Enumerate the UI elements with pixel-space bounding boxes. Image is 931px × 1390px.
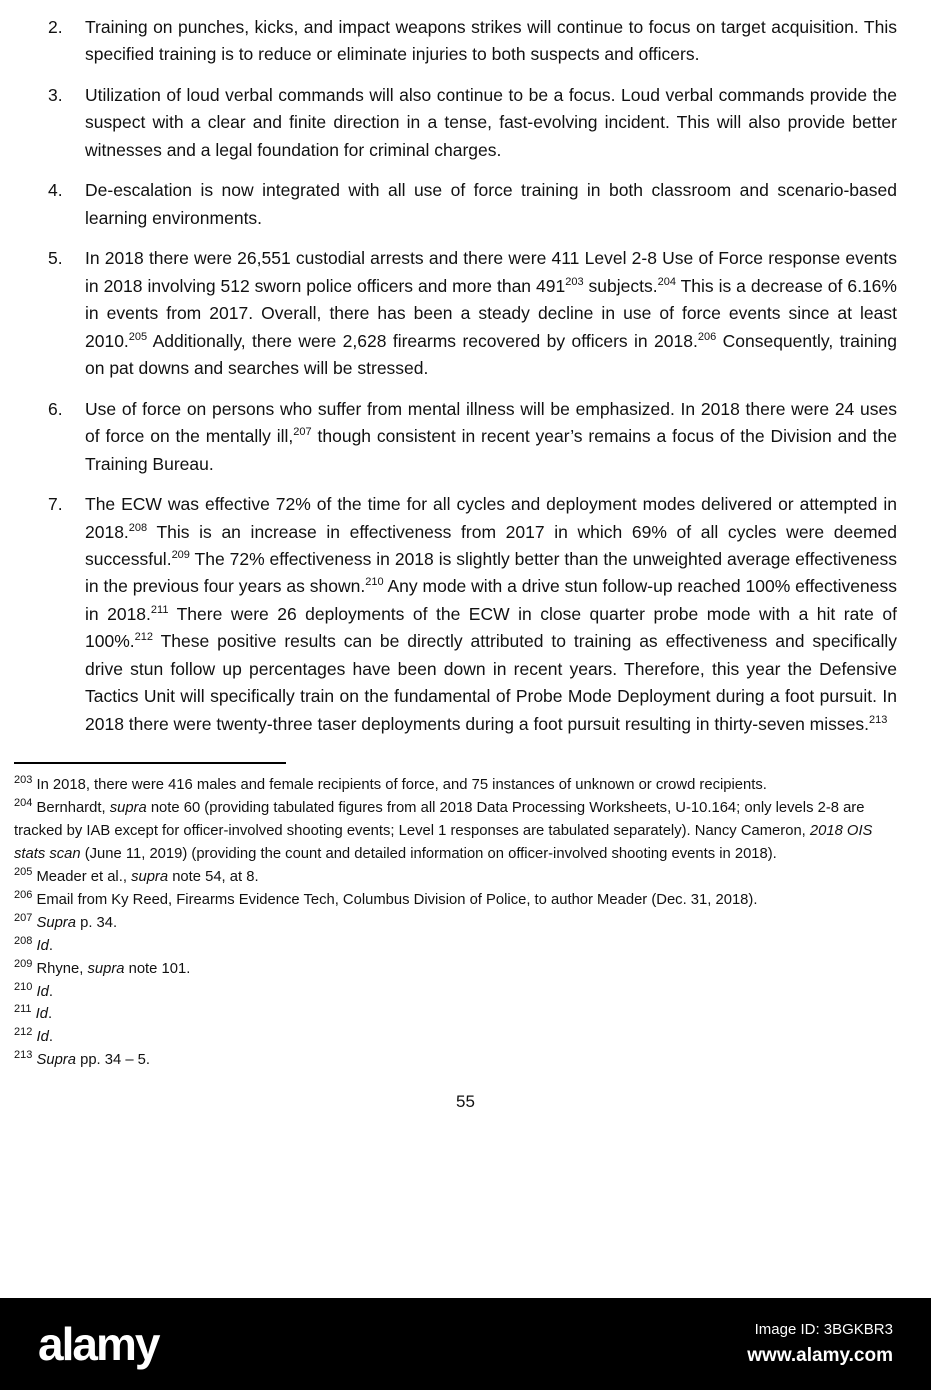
item-number: 4. [48,180,63,201]
item-number: 6. [48,398,63,419]
footnote [14,958,901,981]
watermark-bar [0,1298,931,1390]
footnote-text: Bernhardt, supra note 60 (providing tabulated figures from all 2018 Data Processing Worksheets, U-10.164; only levels 2-8 are tracked by IAB except for officer-involved shooting events; Level 1 responses are tabulated separately). Nancy Cameron, 2018 OIS stats scan (June 11, 2019) (providing the count and detailed information on officer-involved shooting events in 2018). [14,800,873,863]
list-item [48,245,897,382]
footnote-number: 206 [14,888,33,901]
footnote-ref: 208 [128,521,148,534]
footnote-number: 208 [14,934,33,947]
item-text: De-escalation is now integrated with all use of force training in both classroom and scenario-based learning environments. [85,180,897,228]
footnote-text: Meader et al., supra note 54, at 8. [32,868,259,885]
list-item [48,491,897,738]
italic-text: Id [36,983,49,1000]
footnote [14,1026,901,1049]
footnote-ref: 205 [128,330,148,343]
list-item [48,82,897,164]
footnote-number: 211 [14,1003,32,1016]
footnote [14,1003,901,1026]
italic-text: Id [36,1029,49,1046]
list-item [48,177,897,232]
footnote-separator [14,762,286,764]
footnote-number: 204 [14,797,33,810]
footnote-text: In 2018, there were 416 males and female recipients of force, and 75 instances of unknown or crowd recipients. [32,777,767,794]
footnote-text: Id. [36,937,53,954]
footnote [14,866,901,889]
italic-text: Supra [36,914,76,931]
footnote-ref: 206 [697,330,717,343]
italic-text: supra [131,868,169,885]
footnote-ref: 204 [657,275,676,288]
footnote-ref: 211 [150,604,169,617]
footnote-ref: 207 [293,426,312,439]
italic-text: supra [109,800,147,817]
footnote-ref: 209 [171,549,190,562]
footnotes-section [0,774,931,1072]
alamy-logo: alamy [38,1318,159,1370]
footnote-text: Supra p. 34. [36,914,118,931]
image-id-text: Image ID: 3BGKBR3 [754,1321,893,1338]
footnote-text: Rhyne, supra note 101. [32,960,191,977]
italic-text: supra [87,960,125,977]
footnote-number: 205 [14,866,33,879]
footnote-number: 203 [14,774,33,787]
footnote-number: 210 [14,980,33,993]
item-text: Utilization of loud verbal commands will also continue to be a focus. Loud verbal commands provide the suspect with a clear and finite direction in a tense, fast-evolving incident. This will also provide better witnesses and a legal foundation for criminal charges. [85,84,897,160]
footnote [14,981,901,1004]
footnote-ref: 210 [365,576,384,589]
italic-text: Supra [36,1052,76,1069]
footnote-text: Supra pp. 34 – 5. [36,1052,151,1069]
italic-text: Id [35,1006,49,1023]
footnote [14,1049,901,1072]
watermark-info [747,1321,893,1367]
footnote-ref: 212 [134,631,153,644]
footnote-number: 213 [14,1049,33,1062]
italic-text: Id [36,937,49,954]
footnote [14,797,901,866]
item-text: In 2018 there were 26,551 custodial arrests and there were 411 Level 2-8 Use of Force response events in 2018 involving 512 sworn police officers and more than $491^{203}$ subjects.$^{204}$ This is a decrease of 6.16% in events from 2017. Overall, there has been a steady decline in use of force events since at least 2010.$^{205}$ Additionally, there were 2,628 firearms recovered by officers in 2018.$^{206}$ Consequently, training on pat downs and searches will be stressed. [85,248,897,379]
item-number: 5. [48,248,63,269]
item-number: 2. [48,17,63,37]
footnote-ref: 213 [869,713,888,726]
footnote-number: 209 [14,957,33,970]
page-number: 55 [456,1092,475,1112]
footnote-number: 212 [14,1026,33,1039]
item-text: Training on punches, kicks, and impact weapons strikes will continue to focus on target acquisition. This specified training is to reduce or eliminate injuries to both suspects and officers. [85,17,897,65]
list-item [48,396,897,478]
list-item [48,14,897,69]
footnote [14,889,901,912]
item-number: 7. [48,494,63,515]
italic-text: 2018 OIS stats scan [14,823,873,863]
footnote-text: Id. [36,983,53,1000]
footnote-text: Email from Ky Reed, Firearms Evidence Tech, Columbus Division of Police, to author Meader (Dec. 31, 2018). [32,891,758,908]
footnote-number: 207 [14,911,33,924]
item-text: The ECW was effective 72% of the time for all cycles and deployment modes delivered or attempted in 2018.$^{208}$ This is an increase in effectiveness from 2017 in which 69% of all cycles were deemed successful.$^{209}$ The 72% effectiveness in 2018 is slightly better than the unweighted average effectiveness in the previous four years as shown.$^{210}$ Any mode with a drive stun follow-up reached 100% effectiveness in 2018.$^{211}$ There were 26 deployments of the ECW in close quarter probe mode with a hit rate of 100%.$^{212}$ These positive results can be directly attributed to training as effectiveness and specifically drive stun follow up percentages have been down in recent years. Therefore, this year the Defensive Tactics Unit will specifically train on the fundamental of Probe Mode Deployment during a foot pursuit. In 2018 there were twenty-three taser deployments during a foot pursuit resulting in thirty-seven misses.$^{213}$ [85,494,897,734]
footnote-ref: 203 [565,275,584,288]
item-text: Use of force on persons who suffer from mental illness will be emphasized. In 2018 there were 24 uses of force on the mentally ill,$^{207}$ though consistent in recent year’s remains a focus of the Division and the Training Bureau. [85,398,897,474]
footnote [14,912,901,935]
footnote [14,774,901,797]
alamy-url-text: www.alamy.com [747,1345,893,1366]
footnote [14,935,901,958]
item-number: 3. [48,84,63,105]
footnote-text: Id. [36,1029,53,1046]
footnote-text: Id. [35,1006,53,1023]
